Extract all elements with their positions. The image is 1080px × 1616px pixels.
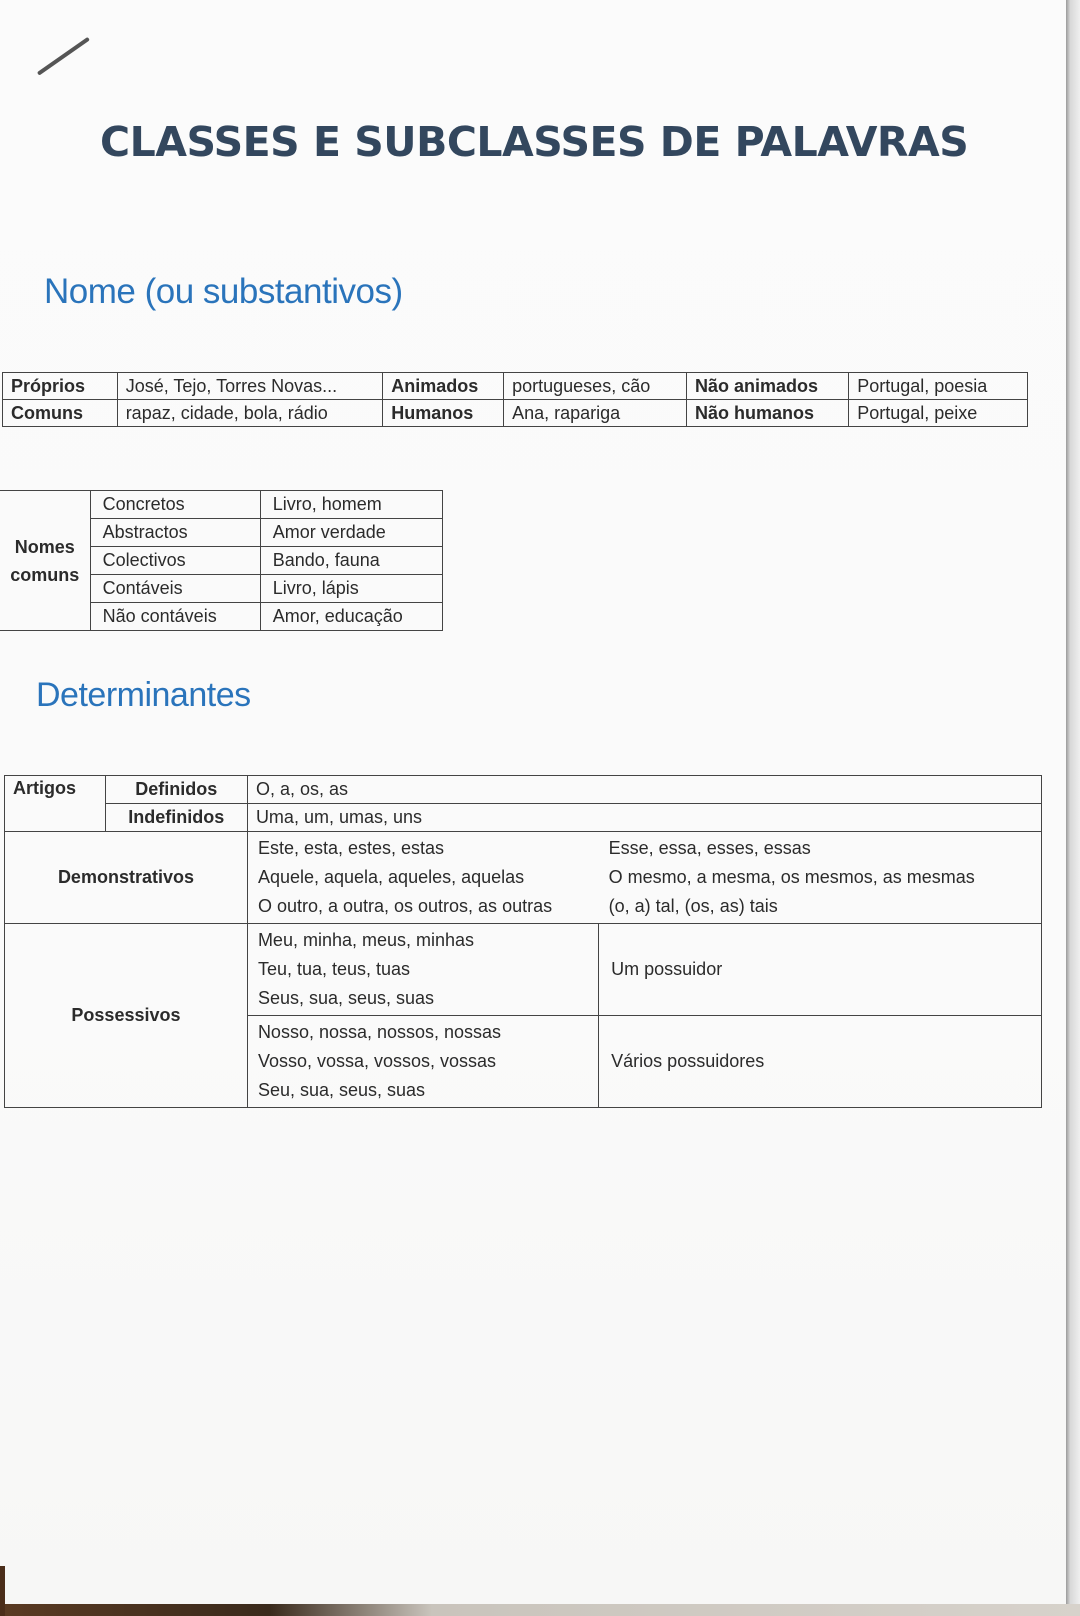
table-cell-label: Comuns [3, 400, 118, 427]
possessivos-varios-list [247, 1016, 598, 1108]
page-left-edge [0, 1566, 5, 1616]
table-row [0, 491, 443, 519]
table-row-demonstrativos [5, 832, 1042, 924]
list-item: Aquele, aquela, aqueles, aquelas [257, 867, 525, 887]
section-heading-nome: Nome (ou substantivos) [44, 272, 403, 311]
table-cell-example: Portugal, peixe [849, 400, 1028, 427]
table-row [3, 400, 1028, 427]
page-bottom-edge [0, 1604, 1080, 1616]
table-cell-label: Próprios [3, 373, 118, 400]
nome-classification-table [2, 372, 1028, 427]
table-cell-example: Ana, rapariga [504, 400, 687, 427]
list-item: Meu, minha, meus, minhas [257, 930, 475, 950]
table-row-definidos [5, 776, 1042, 804]
table-cell-example: Portugal, poesia [849, 373, 1028, 400]
table-cell-example: Bando, fauna [260, 547, 442, 575]
group-label-line: Nomes [14, 536, 75, 557]
table-cell-example: Livro, lápis [260, 575, 442, 603]
subcategory-indefinidos: Indefinidos [105, 804, 247, 832]
list-item: O outro, a outra, os outros, as outras [257, 896, 553, 916]
table-cell-subclass: Não contáveis [90, 603, 260, 631]
examples-indefinidos: Uma, um, umas, uns [247, 804, 1041, 832]
list-item: Esse, essa, esses, essas [608, 838, 811, 858]
category-artigos: Artigos [5, 776, 106, 832]
document-title: CLASSES E SUBCLASSES DE PALAVRAS [100, 118, 969, 166]
possessivos-um-description: Um possuidor [599, 924, 1042, 1016]
subcategory-definidos: Definidos [105, 776, 247, 804]
table-row [3, 373, 1028, 400]
list-item: O mesmo, a mesma, os mesmos, as mesmas [608, 867, 975, 887]
table-cell-example: portugueses, cão [504, 373, 687, 400]
possessivos-varios-description: Vários possuidores [599, 1016, 1042, 1108]
demonstrativos-list-2 [599, 832, 1042, 924]
table-cell-subclass: Colectivos [90, 547, 260, 575]
list-item: (o, a) tal, (os, as) tais [608, 896, 778, 916]
possessivos-um-list [247, 924, 598, 1016]
table-cell-subclass: Concretos [90, 491, 260, 519]
table-cell-example: rapaz, cidade, bola, rádio [117, 400, 383, 427]
page-right-edge [1066, 0, 1080, 1616]
table-cell-subclass: Contáveis [90, 575, 260, 603]
determinantes-table [4, 775, 1042, 1108]
list-item: Seus, sua, seus, suas [257, 988, 435, 1008]
demonstrativos-list-1 [247, 832, 598, 924]
table-cell-example: José, Tejo, Torres Novas... [117, 373, 383, 400]
group-label-nomes-comuns [0, 491, 90, 631]
category-possessivos: Possessivos [5, 924, 248, 1108]
list-item: Nosso, nossa, nossos, nossas [257, 1022, 502, 1042]
examples-definidos: O, a, os, as [247, 776, 1041, 804]
category-demonstrativos: Demonstrativos [5, 832, 248, 924]
table-cell-example: Livro, homem [260, 491, 442, 519]
list-item: Este, esta, estes, estas [257, 838, 445, 858]
table-cell-example: Amor verdade [260, 519, 442, 547]
table-cell-label: Não animados [687, 373, 849, 400]
table-cell-label: Não humanos [687, 400, 849, 427]
list-item: Vosso, vossa, vossos, vossas [257, 1051, 497, 1071]
table-row-possessivos-um [5, 924, 1042, 1016]
nomes-comuns-table [0, 490, 443, 631]
section-heading-determinantes: Determinantes [36, 676, 251, 714]
table-cell-subclass: Abstractos [90, 519, 260, 547]
list-item: Seu, sua, seus, suas [257, 1080, 426, 1100]
table-cell-label: Animados [383, 373, 504, 400]
list-item: Teu, tua, teus, tuas [257, 959, 411, 979]
table-cell-example: Amor, educação [260, 603, 442, 631]
group-label-line: comuns [10, 564, 80, 585]
table-row-indefinidos [5, 804, 1042, 832]
table-cell-label: Humanos [383, 400, 504, 427]
